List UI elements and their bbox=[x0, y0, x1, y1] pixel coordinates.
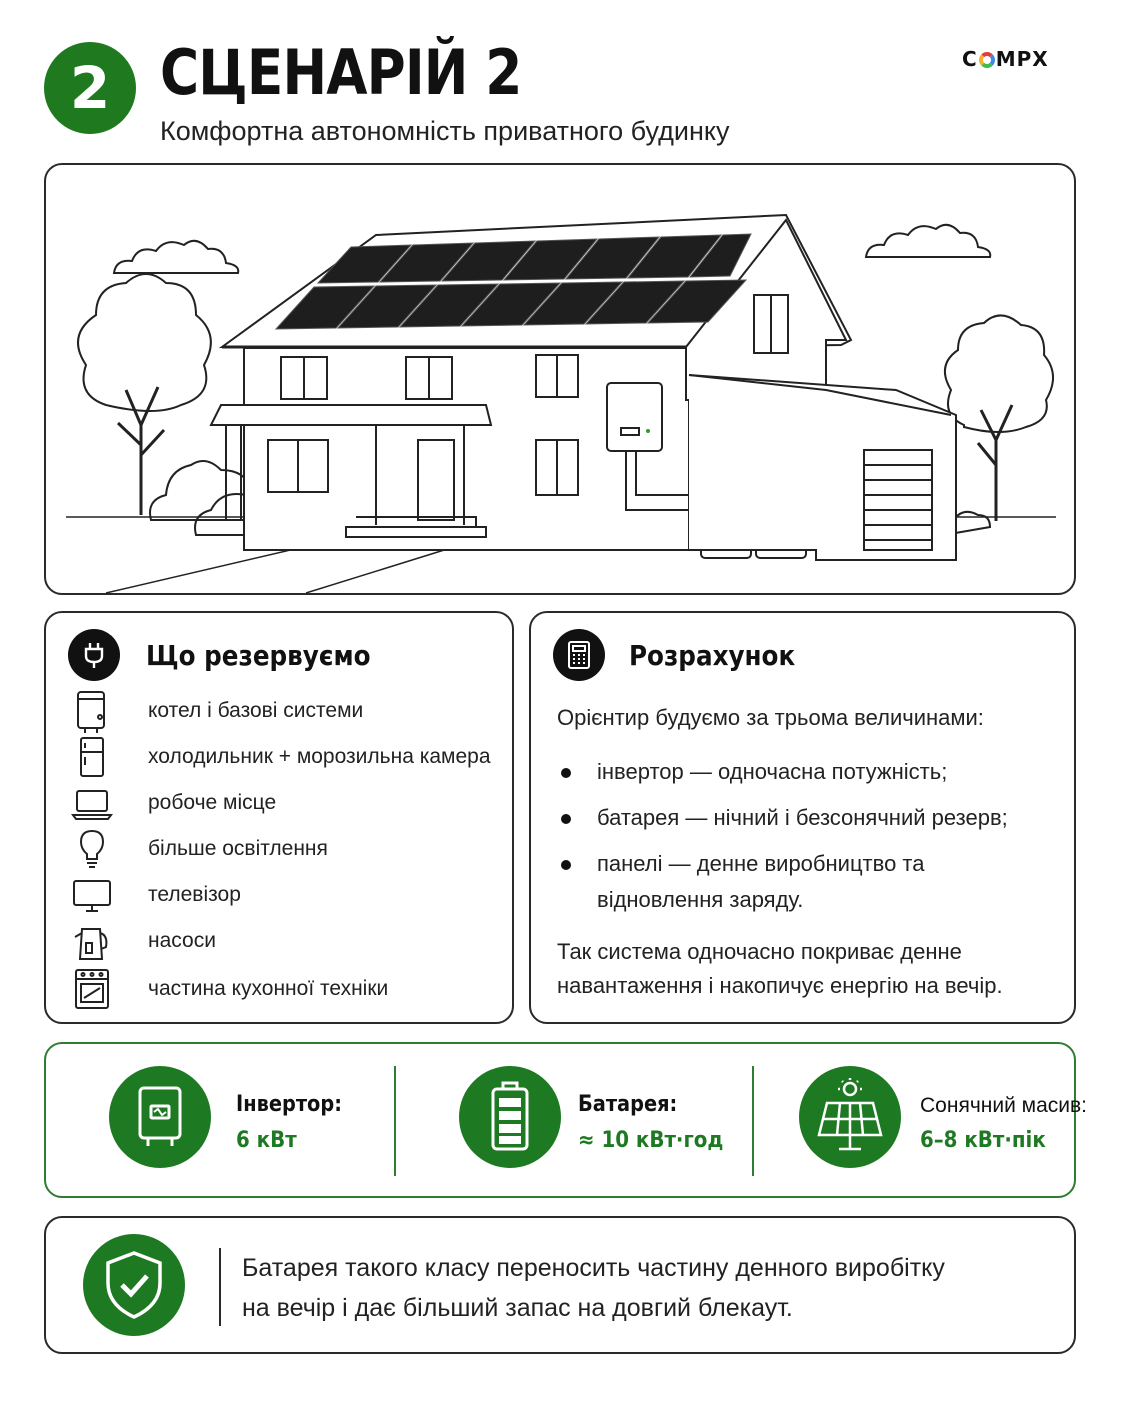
list-item bbox=[70, 919, 500, 965]
reserve-title: Що резервуємо bbox=[146, 639, 371, 672]
logo-text-left: C bbox=[962, 47, 978, 71]
calculation-bullet-continued: відновлення заряду. bbox=[597, 887, 804, 912]
calculation-summary-line: Так система одночасно покриває денне bbox=[557, 939, 962, 964]
divider bbox=[752, 1066, 754, 1176]
list-item-label: насоси bbox=[148, 929, 216, 952]
calculation-title: Розрахунок bbox=[629, 639, 796, 672]
calculation-bullet: батарея — нічний і безсонячний резерв; bbox=[597, 805, 1008, 830]
note-line: Батарея такого класу переносить частину денного виробітку bbox=[242, 1254, 945, 1282]
inverter-label: Інвертор: bbox=[236, 1092, 342, 1117]
plug-icon bbox=[68, 629, 120, 681]
note-card bbox=[44, 1216, 1076, 1354]
cloud-left bbox=[114, 241, 238, 273]
shield-check-icon bbox=[83, 1234, 185, 1336]
battery-label: Батарея: bbox=[578, 1092, 678, 1117]
list-item-label: котел і базові системи bbox=[148, 699, 364, 722]
logo-text-right: MPX bbox=[995, 47, 1049, 71]
inverter-icon bbox=[109, 1066, 211, 1168]
tree-right bbox=[945, 315, 1053, 521]
divider bbox=[219, 1248, 221, 1326]
list-item-label: робоче місце bbox=[148, 791, 277, 814]
bullet-dot bbox=[561, 860, 571, 870]
inverter-value: 6 кВт bbox=[236, 1128, 297, 1153]
solar-array-label: Сонячний масив: bbox=[920, 1094, 1087, 1117]
battery-icon bbox=[459, 1066, 561, 1168]
battery-value: ≈ 10 кВт·год bbox=[578, 1128, 724, 1153]
fridge-icon bbox=[70, 735, 114, 781]
house-illustration bbox=[46, 165, 1076, 595]
compx-logo bbox=[962, 47, 1049, 71]
note-line: на вечір і дає більший запас на довгий блекаут. bbox=[242, 1294, 793, 1322]
list-item bbox=[70, 827, 500, 873]
logo-ring bbox=[979, 52, 995, 68]
calculation-summary-line: навантаження і накопичує енергію на вечір. bbox=[557, 973, 1003, 998]
tv-icon bbox=[70, 873, 114, 919]
calculation-bullet: панелі — денне виробництво та bbox=[597, 851, 925, 876]
list-item bbox=[70, 781, 500, 827]
laptop-icon bbox=[70, 781, 114, 827]
scenario-number-badge: 2 bbox=[44, 42, 136, 134]
list-item bbox=[70, 735, 500, 781]
bulb-icon bbox=[70, 827, 114, 873]
calculation-card bbox=[529, 611, 1076, 1024]
list-item-label: холодильник + морозильна камера bbox=[148, 745, 491, 768]
kettle-icon bbox=[70, 919, 114, 965]
list-item-label: частина кухонної техніки bbox=[148, 977, 389, 1000]
bullet-dot bbox=[561, 814, 571, 824]
page-subtitle: Комфортна автономність приватного будинку bbox=[160, 116, 730, 146]
reserve-card bbox=[44, 611, 514, 1024]
tree-left bbox=[78, 274, 211, 515]
solar-array-value: 6–8 кВт·пік bbox=[920, 1128, 1046, 1153]
list-item bbox=[70, 873, 500, 919]
calculator-icon bbox=[553, 629, 605, 681]
boiler-icon bbox=[70, 689, 114, 735]
page-title: СЦЕНАРІЙ 2 bbox=[160, 36, 522, 109]
note-text bbox=[242, 1248, 1042, 1328]
solar-panel-icon bbox=[799, 1066, 901, 1168]
cloud-right bbox=[866, 225, 990, 257]
divider bbox=[394, 1066, 396, 1176]
specs-card bbox=[44, 1042, 1087, 1198]
bullet-dot bbox=[561, 768, 571, 778]
calculation-bullet: інвертор — одночасна потужність; bbox=[597, 759, 948, 784]
stove-icon bbox=[70, 967, 114, 1013]
list-item-label: більше освітлення bbox=[148, 837, 328, 860]
list-item bbox=[70, 967, 500, 1013]
house-illustration-card bbox=[44, 163, 1076, 595]
list-item bbox=[70, 689, 500, 735]
list-item-label: телевізор bbox=[148, 883, 241, 906]
calculation-intro: Орієнтир будуємо за трьома величинами: bbox=[557, 705, 984, 730]
